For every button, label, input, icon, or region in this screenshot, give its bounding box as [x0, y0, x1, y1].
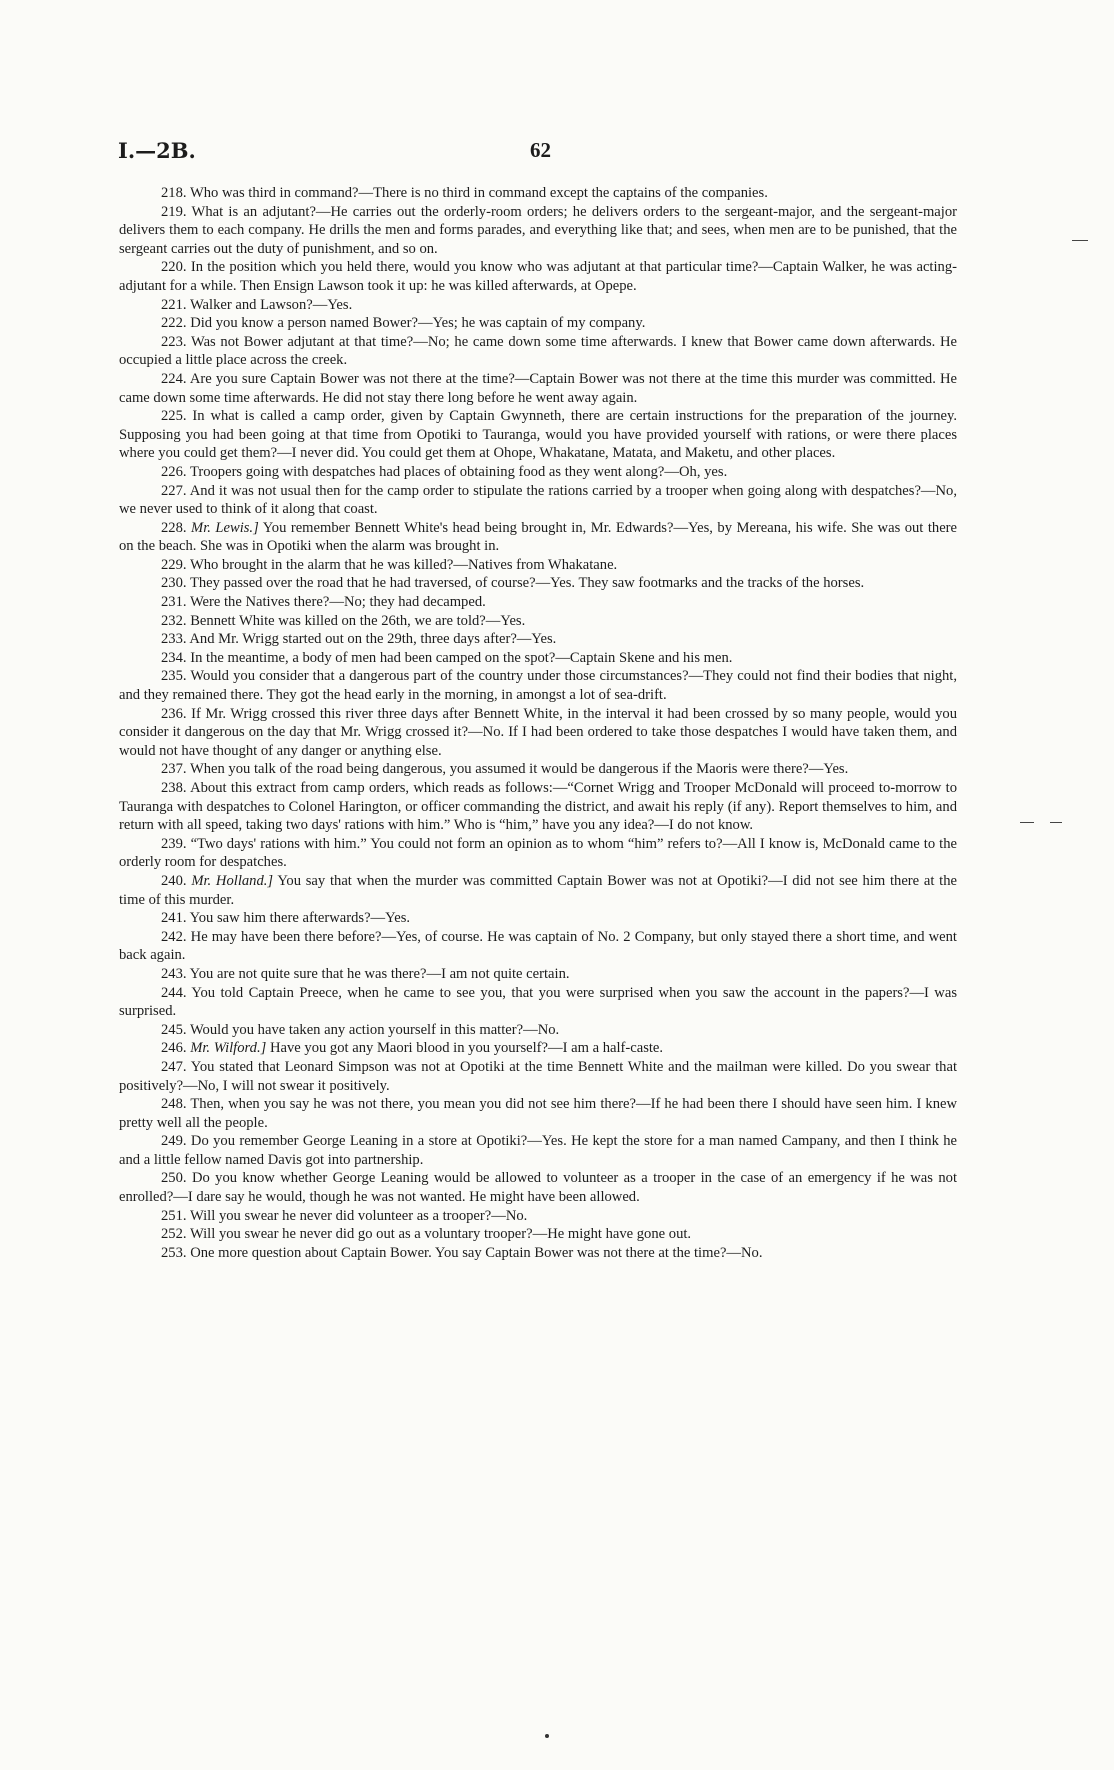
question-text: Would you consider that a dangerous part of the country under those circumstances?—They could not find their bodies that night, and they remained there. They got the head early in the morning, in amongst a lot of sea-drift. [119, 668, 958, 704]
margin-mark [1072, 240, 1088, 241]
question-number: 218. [161, 185, 187, 201]
question-number: 231. [161, 594, 187, 611]
question-number: 235. [161, 668, 187, 685]
question-answer-paragraph [119, 1039, 957, 1058]
question-number: 243. [161, 965, 187, 982]
question-answer-paragraph [119, 779, 957, 835]
question-text: And Mr. Wrigg started out on the 29th, three days after?—Yes. [189, 631, 557, 648]
question-answer-paragraph [119, 1207, 957, 1226]
question-text: About this extract from camp orders, which reads as follows:—“Cornet Wrigg and Trooper McDonald will proceed to-morrow to Tauranga with despatches to Colonel Harington, or officer commanding the district, and await his reply (if any). Report themselves to him, and return with all speed, taking two days' rations with him.” Who is “him,” have you any idea?—I do not know. [119, 780, 958, 834]
question-text: Do you remember George Leaning in a store at Opotiki?—Yes. He kept the store for a man named Campany, and then I think he and a little fellow named Davis got into partnership. [119, 1133, 957, 1168]
question-answer-paragraph [119, 928, 957, 965]
question-text: Would you have taken any action yourself in this matter?—No. [189, 1021, 560, 1038]
question-number: 219. [161, 203, 187, 220]
page-dot [545, 1734, 549, 1738]
question-text: Who brought in the alarm that he was killed?—Natives from Whakatane. [189, 556, 618, 573]
question-text: If Mr. Wrigg crossed this river three days after Bennett White, in the interval it had been crossed by so many people, would you consider it dangerous on the day that Mr. Wrigg crossed it?—No. If I had been ordered to take those despatches I would have taken them, and would not have thought of any danger or anything else. [119, 705, 957, 759]
question-number: 236. [161, 705, 187, 722]
question-number: 224. [161, 370, 187, 387]
question-text: When you talk of the road being dangerous, you assumed it would be dangerous if the Maoris were there?—Yes. [189, 761, 849, 778]
question-text: Were the Natives there?—No; they had decamped. [189, 594, 486, 611]
question-answer-paragraph [119, 314, 957, 333]
question-answer-paragraph [119, 203, 957, 259]
question-answer-paragraph [119, 333, 957, 370]
question-answer-paragraph [119, 705, 957, 761]
question-answer-paragraph [119, 463, 957, 482]
question-text: You are not quite sure that he was there?—I am not quite certain. [189, 965, 570, 982]
page-number: 62 [530, 138, 551, 162]
question-number: 241. [161, 910, 187, 927]
question-answer-paragraph [119, 519, 957, 556]
question-number: 229. [161, 556, 187, 573]
question-number: 225. [161, 408, 187, 425]
question-number: 233. [161, 631, 187, 648]
question-number: 252. [161, 1226, 187, 1243]
question-number: 220. [161, 259, 187, 276]
question-text: You say that when the murder was committed Captain Bower was not at Opotiki?—I did not see him there at the time of this murder. [119, 872, 958, 908]
question-number: 239. [161, 835, 187, 852]
speaker-label: Mr. Holland.] [191, 872, 274, 889]
page-header [118, 138, 958, 172]
question-text: Then, when you say he was not there, you mean you did not see him there?—If he had been there I should have seen him. I knew pretty well all the people. [119, 1096, 958, 1131]
question-number: 228. [161, 519, 187, 536]
question-number: 221. [161, 296, 187, 313]
question-text: He may have been there before?—Yes, of course. He was captain of No. 2 Company, but only stayed there a short time, and went back again. [119, 928, 957, 964]
question-answer-paragraph [119, 1021, 957, 1040]
question-answer-paragraph [119, 1095, 957, 1132]
question-number: 242. [161, 928, 187, 945]
question-answer-paragraph [119, 965, 957, 984]
question-answer-paragraph [119, 649, 957, 668]
question-text: In the meantime, a body of men had been camped on the spot?—Captain Skene and his men. [190, 649, 733, 666]
question-number: 222. [161, 315, 187, 332]
question-answer-paragraph [119, 482, 957, 519]
question-number: 238. [161, 780, 187, 796]
question-text: Was not Bower adjutant at that time?—No; he came down some time afterwards. I knew that Bower came down afterwards. He occupied a little place across the creek. [119, 333, 957, 369]
question-text: And it was not usual then for the camp order to stipulate the rations carried by a trooper when going along with despatches?—No, we never used to think of it along that coast. [119, 482, 958, 518]
question-number: 244. [161, 984, 187, 1001]
question-number: 253. [161, 1244, 187, 1261]
question-text: Will you swear he never did volunteer as a trooper?—No. [189, 1207, 528, 1224]
question-answer-paragraph [119, 872, 957, 909]
question-number: 234. [161, 649, 187, 666]
question-text: Will you swear he never did go out as a voluntary trooper?—He might have gone out. [189, 1226, 692, 1243]
question-text: Troopers going with despatches had places of obtaining food as they went along?—Oh, yes. [189, 463, 728, 480]
question-number: 248. [161, 1096, 187, 1113]
question-text: Bennett White was killed on the 26th, we are told?—Yes. [190, 612, 526, 629]
question-answer-paragraph [119, 258, 957, 295]
question-number: 250. [161, 1170, 187, 1187]
question-answer-paragraph [119, 760, 957, 779]
question-text: One more question about Captain Bower. You say Captain Bower was not there at the time?—No. [190, 1244, 763, 1261]
question-answer-paragraph [119, 835, 957, 872]
question-number: 237. [161, 761, 187, 778]
question-answer-paragraph [119, 407, 957, 463]
question-number: 240. [161, 872, 187, 889]
question-number: 232. [161, 612, 187, 629]
margin-mark [1020, 822, 1034, 823]
question-number: 246. [161, 1040, 187, 1057]
question-text: Who was third in command?—There is no third in command except the captains of the companies. [189, 185, 768, 201]
question-answer-paragraph [119, 1225, 957, 1244]
margin-mark [1050, 822, 1062, 823]
question-answer-paragraph [119, 370, 957, 407]
question-text: Are you sure Captain Bower was not there at the time?—Captain Bower was not there at the time this murder was committed. He came down some time afterwards. He did not stay there long before he went away again. [119, 370, 958, 406]
question-text: You saw him there afterwards?—Yes. [189, 910, 411, 927]
question-text: You stated that Leonard Simpson was not at Opotiki at the time Bennett White and the mailman were killed. Do you swear that positively?—No, I will not swear it positively. [119, 1058, 957, 1094]
question-answer-paragraph [119, 612, 957, 631]
document-reference: I.—2B. [118, 138, 196, 163]
question-text: You remember Bennett White's head being brought in, Mr. Edwards?—Yes, by Mereana, his wife. She was out there on the beach. She was in Opotiki when the alarm was brought in. [119, 519, 958, 555]
question-answer-paragraph [119, 556, 957, 575]
question-text: In what is called a camp order, given by Captain Gwynneth, there are certain instructions for the preparation of the journey. Supposing you had been going at that time from Opotiki to Tauranga, would you have provided yourself with rations, or were there places where you could get them?—I never did. You could get them at Ohope, Whakatane, Matata, and Maketu, and other places. [119, 408, 957, 462]
question-answer-paragraph [119, 574, 957, 593]
speaker-label: Mr. Lewis.] [191, 519, 259, 536]
question-number: 251. [161, 1207, 187, 1224]
testimony-body [119, 184, 957, 1262]
question-answer-paragraph [119, 1058, 957, 1095]
question-number: 223. [161, 333, 187, 350]
question-number: 230. [161, 575, 187, 592]
question-answer-paragraph [119, 1244, 957, 1263]
question-answer-paragraph [119, 1169, 957, 1206]
question-answer-paragraph [119, 667, 957, 704]
question-text: “Two days' rations with him.” You could not form an opinion as to whom “him” refers to?—All I know is, McDonald came to the orderly room for despatches. [119, 835, 958, 871]
question-text: Do you know whether George Leaning would be allowed to volunteer as a trooper in the case of an emergency if he was not enrolled?—I dare say he would, though he was not wanted. He might have been allowed. [119, 1170, 957, 1206]
question-text: Have you got any Maori blood in you yourself?—I am a half-caste. [269, 1040, 664, 1057]
question-number: 247. [161, 1058, 187, 1075]
question-number: 227. [161, 482, 187, 499]
question-answer-paragraph [119, 593, 957, 612]
question-answer-paragraph [119, 909, 957, 928]
question-answer-paragraph [119, 296, 957, 315]
question-text: In the position which you held there, would you know who was adjutant at that particular time?—Captain Walker, he was acting-adjutant for a while. Then Ensign Lawson took it up: he was killed afterwards, at Opepe. [119, 259, 957, 294]
question-text: Walker and Lawson?—Yes. [189, 296, 353, 313]
question-answer-paragraph [119, 984, 957, 1021]
question-text: You told Captain Preece, when he came to see you, that you were surprised when you saw the account in the papers?—I was surprised. [119, 984, 958, 1020]
question-answer-paragraph [119, 184, 957, 203]
question-number: 249. [161, 1133, 187, 1150]
question-answer-paragraph [119, 630, 957, 649]
question-number: 245. [161, 1021, 187, 1038]
speaker-label: Mr. Wilford.] [190, 1040, 267, 1057]
question-text: Did you know a person named Bower?—Yes; he was captain of my company. [190, 315, 646, 332]
question-text: They passed over the road that he had traversed, of course?—Yes. They saw footmarks and the tracks of the horses. [189, 575, 865, 592]
question-answer-paragraph [119, 1132, 957, 1169]
question-number: 226. [161, 463, 187, 480]
question-text: What is an adjutant?—He carries out the orderly-room orders; he delivers orders to the sergeant-major, and the sergeant-major delivers them to each company. He drills the men and forms parades, and everything like that; and sees, when men are to be punished, that the sergeant carries out the duty of punishment, and so on. [119, 203, 957, 257]
